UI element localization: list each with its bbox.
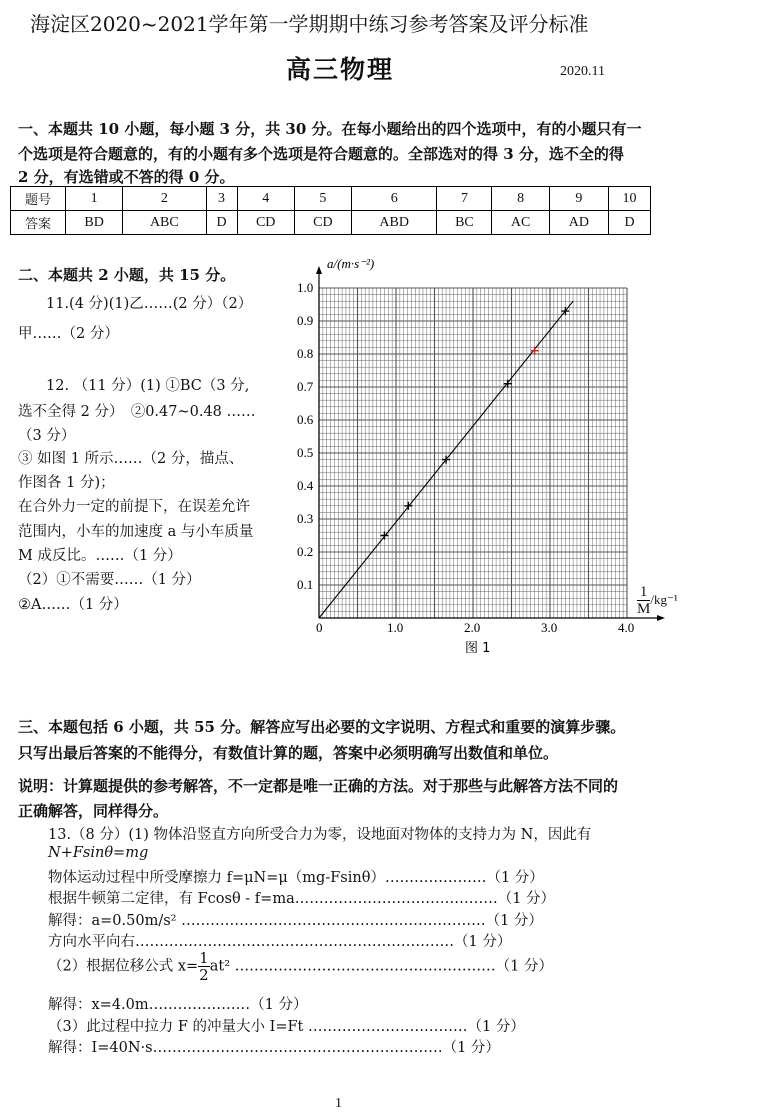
x-axis-label-unit: /kg⁻¹ bbox=[650, 592, 678, 608]
table-cell-number: 3 bbox=[206, 187, 237, 211]
y-tick-label: 0.9 bbox=[297, 313, 314, 328]
answer-line: 范围内，小车的加速度 a 与小车质量 bbox=[18, 524, 254, 540]
q13-line: 解得：I=40N·s……………………………………………………（1 分） bbox=[48, 1040, 500, 1056]
section3-intro-2: 只写出最后答案的不能得分，有数值计算的题，答案中必须明确写出数值和单位。 bbox=[18, 744, 559, 762]
answer-line: ②A……（1 分） bbox=[18, 597, 128, 613]
y-tick-label: 0.6 bbox=[297, 412, 314, 427]
section1-intro-1: 一、本题共 10 小题，每小题 3 分，共 30 分。在每小题给出的四个选项中，有的小题只有一 bbox=[18, 120, 642, 138]
q13-line: 物体运动过程中所受摩擦力 f=μN=μ（mg-Fsinθ）…………………（1 分） bbox=[48, 870, 544, 886]
answer-line: 作图各 1 分)； bbox=[18, 475, 115, 491]
q13-line bbox=[48, 950, 553, 983]
table-cell-answer: D bbox=[206, 211, 237, 235]
table-row-numbers bbox=[11, 187, 651, 211]
y-axis-label: a/(m·s⁻²) bbox=[327, 256, 375, 271]
answer-line: M 成反比。……（1 分） bbox=[18, 548, 182, 564]
x-axis-label-denominator: M bbox=[637, 601, 651, 617]
table-header-answer: 答案 bbox=[11, 211, 66, 235]
y-tick-label: 0.5 bbox=[297, 445, 314, 460]
x-axis-label bbox=[637, 584, 678, 617]
q13-line: 方向水平向右…………………………………………………………（1 分） bbox=[48, 934, 512, 950]
answer-line: 12. （11 分）(1) ①BC（3 分, bbox=[46, 378, 250, 394]
table-cell-number: 6 bbox=[351, 187, 436, 211]
table-cell-number: 9 bbox=[549, 187, 608, 211]
section3-intro-1: 三、本题包括 6 小题，共 55 分。解答应写出必要的文字说明、方程式和重要的演算步骤。 bbox=[18, 718, 626, 736]
table-cell-number: 4 bbox=[237, 187, 294, 211]
table-cell-number: 7 bbox=[437, 187, 492, 211]
section3-note-2: 正确解答，同样得分。 bbox=[18, 802, 169, 820]
answer-table bbox=[10, 186, 651, 235]
fraction-numerator: 1 bbox=[199, 949, 209, 967]
table-cell-answer: ABC bbox=[123, 211, 206, 235]
origin-label: 0 bbox=[316, 620, 323, 635]
table-cell-number: 10 bbox=[609, 187, 651, 211]
table-cell-answer: BD bbox=[66, 211, 123, 235]
section1-intro-3: 2 分，有选错或不答的得 0 分。 bbox=[18, 168, 235, 186]
x-tick-label: 4.0 bbox=[618, 620, 635, 635]
table-cell-answer: CD bbox=[237, 211, 294, 235]
y-tick-label: 0.1 bbox=[297, 577, 314, 592]
q13-line: 解得：a=0.50m/s² ………………………………………………………（1 分） bbox=[48, 913, 543, 929]
section2-heading: 二、本题共 2 小题，共 15 分。 bbox=[18, 266, 236, 284]
page-title: 高三物理 bbox=[286, 55, 395, 84]
answer-line: 11.(4 分)(1)乙……(2 分）（2） bbox=[46, 296, 253, 312]
q13-line: 根据牛顿第二定律，有 Fcosθ - f=ma……………………………………（1 分） bbox=[48, 891, 556, 907]
table-cell-number: 1 bbox=[66, 187, 123, 211]
section3-note-1: 说明：计算题提供的参考解答，不一定都是唯一正确的方法。对于那些与此解答方法不同的 bbox=[18, 777, 619, 795]
y-tick-label: 0.8 bbox=[297, 346, 314, 361]
y-tick-label: 0.4 bbox=[297, 478, 314, 493]
y-axis-arrow bbox=[316, 266, 322, 274]
figure-caption: 图 1 bbox=[465, 641, 491, 656]
q13-line: 解得：x=4.0m…………………（1 分） bbox=[48, 997, 308, 1013]
answer-line: ③ 如图 1 所示……（2 分，描点、 bbox=[18, 451, 244, 467]
answer-line: （2）①不需要……（1 分） bbox=[18, 572, 201, 588]
answer-line: （3 分） bbox=[18, 428, 76, 444]
q13-l7-pre: （2）根据位移公式 x= bbox=[48, 958, 199, 975]
answer-line: 甲……（2 分） bbox=[18, 326, 119, 342]
q13-line: （3）此过程中拉力 F 的冲量大小 I=Ft ……………………………（1 分） bbox=[48, 1019, 525, 1035]
table-header-number: 题号 bbox=[11, 187, 66, 211]
table-cell-number: 8 bbox=[492, 187, 549, 211]
x-tick-label: 3.0 bbox=[541, 620, 558, 635]
exam-date: 2020.11 bbox=[560, 64, 605, 79]
q13-l7-post: at² ………………………………………………（1 分） bbox=[209, 958, 553, 975]
x-axis-label-numerator: 1 bbox=[637, 584, 650, 601]
table-cell-answer: AC bbox=[492, 211, 549, 235]
table-cell-number: 5 bbox=[294, 187, 351, 211]
y-tick-label: 1.0 bbox=[297, 280, 314, 295]
y-tick-label: 0.7 bbox=[297, 379, 314, 394]
table-cell-answer: CD bbox=[294, 211, 351, 235]
table-cell-number: 2 bbox=[123, 187, 206, 211]
section1-intro-2: 个选项是符合题意的，有的小题有多个选项是符合题意的。全部选对的得 3 分，选不全的得 bbox=[18, 145, 624, 163]
table-cell-answer: D bbox=[609, 211, 651, 235]
page-number: 1 bbox=[335, 1096, 342, 1111]
table-cell-answer: AD bbox=[549, 211, 608, 235]
fraction-denominator: 2 bbox=[199, 966, 209, 984]
x-tick-label: 2.0 bbox=[464, 620, 481, 635]
q13-line: 13.（8 分）(1) 物体沿竖直方向所受合力为零，设地面对物体的支持力为 N，因此有 bbox=[48, 827, 592, 843]
table-cell-answer: ABD bbox=[351, 211, 436, 235]
table-cell-answer: BC bbox=[437, 211, 492, 235]
answer-line: 在合外力一定的前提下，在误差允许 bbox=[18, 499, 250, 515]
answer-line: 选不全得 2 分） ②0.47~0.48 …… bbox=[18, 404, 256, 420]
q13-line: N+Fsinθ=mg bbox=[48, 845, 149, 861]
y-tick-label: 0.3 bbox=[297, 511, 314, 526]
x-tick-label: 1.0 bbox=[387, 620, 404, 635]
table-row-answers bbox=[11, 211, 651, 235]
q13-fraction bbox=[198, 950, 210, 983]
y-tick-label: 0.2 bbox=[297, 544, 314, 559]
document-header: 海淀区2020~2021学年第一学期期中练习参考答案及评分标准 bbox=[30, 12, 589, 36]
